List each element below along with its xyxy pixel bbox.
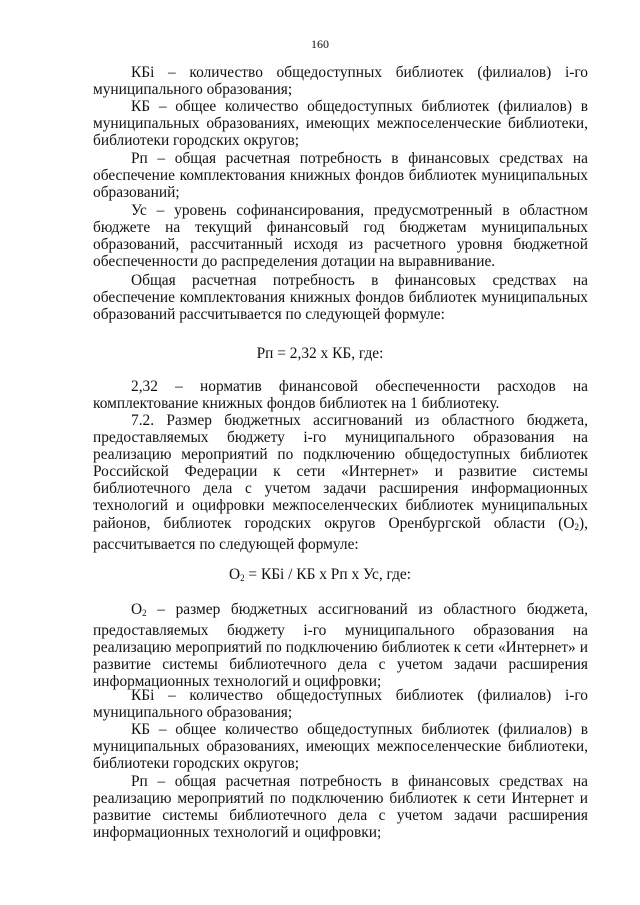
definition-kbi-2: КБi – количество общедоступных библиотек (филиалов) i-го муниципального образования; <box>93 687 588 722</box>
definition-o2 <box>93 601 588 690</box>
definition-o2-lead: О <box>131 601 143 618</box>
formula-o2-lead: О <box>228 566 241 583</box>
page-number: 160 <box>311 37 329 51</box>
definition-o2-text: – размер бюджетных ассигнований из областного бюджета, предоставляемых бюджету i-го муниципального образования на реализацию мероприятий по подключению библиотек к сети «Интернет» и развитие системы библиотечного дела с учетом задачи расширения информационных технологий и оцифровки; <box>93 601 588 691</box>
definition-232: 2,32 – норматив финансовой обеспеченности расходов на комплектование книжных фондов библиотек на 1 библиотеку. <box>93 378 588 413</box>
definition-rp: Рп – общая расчетная потребность в финансовых средствах на обеспечение комплектования книжных фондов библиотек муниципальных образований; <box>93 150 588 202</box>
formula-rp: Рп = 2,32 х КБ, где: <box>256 345 384 362</box>
definition-kb: КБ – общее количество общедоступных библиотек (филиалов) в муниципальных образованиях, имеющих межпоселенческие библиотеки, библиотеки городских округов; <box>93 98 588 150</box>
definition-kb-2: КБ – общее количество общедоступных библиотек (филиалов) в муниципальных образованиях, имеющих межпоселенческие библиотеки, библиотеки городских округов; <box>93 721 588 773</box>
definition-us: Ус – уровень софинансирования, предусмотренный в областном бюджете на текущий финансовый год бюджетам муниципальных образований, рассчитанный исходя из расчетного уровня бюджетной обеспеченности до распределения дотации на выравнивание. <box>93 202 588 271</box>
o2-subscript: 2 <box>574 521 580 532</box>
definition-rp-2: Рп – общая расчетная потребность в финансовых средствах на реализацию мероприятий по подключению библиотек к сети Интернет и развитие системы библиотечного дела с учетом задачи расширения информационных технологий и оцифровки; <box>93 773 588 842</box>
definition-o2-subscript: 2 <box>142 608 147 618</box>
section-7-2-text: 7.2. Размер бюджетных ассигнований из областного бюджета, предоставляемых бюджету i-го муниципального образования на реализацию мероприятий по подключению общедоступных библиотек Российской Федерации к сети «Интернет» и развитие системы библиотечного дела с учетом задачи расширения информационных технологий и оцифровки межпоселенческих библиотек муниципальных районов, библиотек городских округов Оренбургской области (О <box>93 412 588 532</box>
formula-o2 <box>0 566 640 587</box>
formula-o2-rest: = КБi / КБ х Рп х Ус, где: <box>244 566 412 583</box>
section-7-2 <box>93 412 588 553</box>
section-7-2-tail: ), рассчитывается по следующей формуле: <box>93 514 588 553</box>
paragraph-total-need: Общая расчетная потребность в финансовых средствах на обеспечение комплектования книжных фондов библиотек муниципальных образований рассчитывается по следующей формуле: <box>93 272 588 324</box>
definition-kbi: КБi – количество общедоступных библиотек (филиалов) i-го муниципального образования; <box>93 64 588 99</box>
formula-o2-subscript: 2 <box>240 573 245 583</box>
